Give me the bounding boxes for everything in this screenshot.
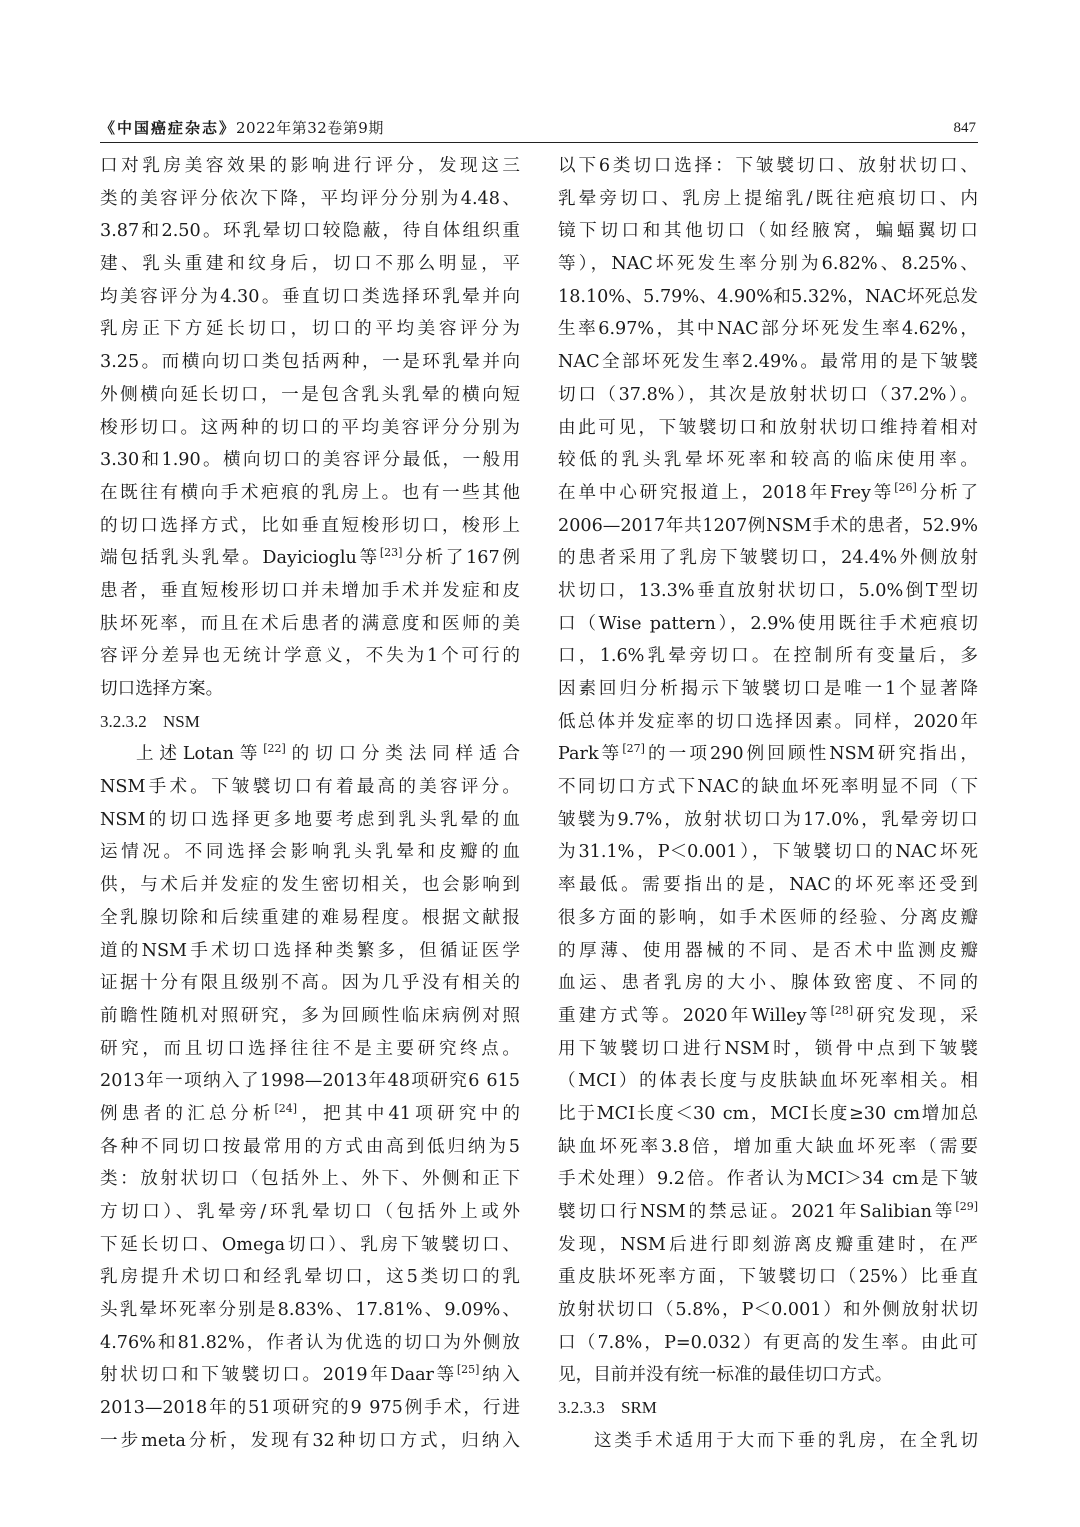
text-line (558, 1000, 978, 1033)
text-line (558, 902, 978, 935)
line-text: 均美容评分为4.30。垂直切口类选择环乳晕并向 (100, 286, 520, 307)
line-text-continued: ，把其中41项研究中的 (297, 1103, 520, 1124)
line-text: 各种不同切口按最常用的方式由高到低归纳为5 (100, 1136, 520, 1157)
section-heading (100, 706, 520, 739)
text-line (100, 1000, 520, 1033)
line-text: 较低的乳头乳晕坏死率和较高的临床使用率。 (558, 450, 978, 471)
citation-ref: [25] (456, 1363, 480, 1377)
line-text: 血运、患者乳房的大小、腺体致密度、不同的 (558, 973, 978, 994)
line-text: 供，与术后并发症的发生密切相关，也会影响到 (100, 875, 520, 896)
line-text: 在既往有横向手术疤痕的乳房上。也有一些其他 (100, 482, 520, 503)
line-text: 前瞻性随机对照研究，多为回顾性临床病例对照 (100, 1005, 520, 1026)
line-text: 患者，垂直短梭形切口并未增加手术并发症和皮 (100, 580, 520, 601)
text-line (100, 1229, 520, 1262)
text-line (558, 804, 978, 837)
line-text: Park等 (558, 744, 623, 765)
text-line (100, 215, 520, 248)
line-text: 上述Lotan等 (136, 744, 264, 765)
text-line (558, 412, 978, 445)
line-text: 方切口）、乳晕旁/环乳晕切口（包括外上或外 (100, 1202, 520, 1222)
text-line (558, 673, 978, 706)
citation-ref: [23] (379, 546, 403, 560)
line-text: 放射状切口（5.8%，P＜0.001）和外侧放射状切 (558, 1300, 978, 1321)
text-line (100, 902, 520, 935)
journal-name: 《中国癌症杂志》 (100, 119, 237, 137)
text-line (558, 935, 978, 968)
line-text: 缺血坏死率3.8倍，增加重大缺血坏死率（需要 (558, 1136, 978, 1157)
text-line (558, 706, 978, 739)
line-text: 等），NAC坏死发生率分别为6.82%、8.25%、 (558, 254, 978, 275)
right-column (558, 150, 978, 1458)
text-line (100, 1065, 520, 1098)
line-text: 全乳腺切除和后续重建的难易程度。根据文献报 (100, 907, 520, 928)
line-text: 4.76%和81.82%，作者认为优选的切口为外侧放 (100, 1332, 520, 1353)
text-line (558, 738, 978, 771)
line-text: 端包括乳头乳晕。Dayicioglu等 (100, 548, 380, 569)
line-text: 梭形切口。这两种的切口的平均美容评分分别为 (100, 417, 520, 438)
text-line (558, 346, 978, 379)
text-line (558, 1229, 978, 1262)
left-column (100, 150, 520, 1458)
line-text: 2013—2018年的51项研究的9 975例手术，行进 (100, 1398, 520, 1419)
citation-ref: [29] (955, 1200, 978, 1214)
line-text-continued: 的一项290例回顾性NSM研究指出， (644, 744, 978, 765)
line-text: 不同切口方式下NAC的缺血坏死率明显不同（下 (558, 777, 978, 798)
text-line (558, 967, 978, 1000)
line-text: 2006—2017年共1207例NSM手术的患者，52.9% (558, 515, 978, 536)
line-text: 口（Wise pattern），2.9%使用既往手术疤痕切 (558, 613, 978, 634)
line-text: 这类手术适用于大而下垂的乳房，在全乳切 (594, 1430, 978, 1451)
running-header (100, 114, 978, 143)
line-text-continued: 分析了 (916, 482, 978, 503)
text-line (100, 935, 520, 968)
line-text: 证据十分有限且级别不高。因为几乎没有相关的 (100, 973, 520, 994)
line-text: 发现，NSM后进行即刻游离皮瓣重建时，在严 (558, 1234, 978, 1255)
text-line (558, 1065, 978, 1098)
text-line (100, 673, 520, 706)
citation-ref: [27] (622, 742, 645, 756)
text-line (558, 869, 978, 902)
line-text: 3.2.3.2 NSM (100, 711, 200, 731)
text-line (558, 150, 978, 183)
page-number: 847 (953, 120, 976, 136)
line-text: 的厚薄、使用器械的不同、是否术中监测皮瓣 (558, 940, 978, 961)
text-line (558, 1131, 978, 1164)
text-line (100, 542, 520, 575)
line-text: 由此可见，下皱襞切口和放射状切口维持着相对 (558, 417, 978, 438)
line-text: 因素回归分析揭示下皱襞切口是唯一1个显著降 (558, 679, 978, 699)
text-line (558, 1294, 978, 1327)
line-text: NAC全部坏死发生率2.49%。最常用的是下皱襞 (558, 352, 978, 373)
line-text-continued: 研究发现，采 (853, 1005, 978, 1026)
line-text: 在单中心研究报道上，2018年Frey等 (558, 482, 895, 503)
line-text: 以下6类切口选择：下皱襞切口、放射状切口、 (558, 156, 978, 176)
line-text: 3.25。而横向切口类包括两种，一是环乳晕并向 (100, 352, 520, 373)
text-line (558, 836, 978, 869)
line-text: 用下皱襞切口进行NSM时，锁骨中点到下皱襞 (558, 1038, 978, 1059)
text-line (558, 215, 978, 248)
line-text: 例患者的汇总分析 (100, 1103, 275, 1124)
line-text: 重建方式等。2020年Willey等 (558, 1005, 831, 1026)
text-line (100, 412, 520, 445)
text-line (558, 183, 978, 216)
text-line (100, 346, 520, 379)
line-text: 状切口，13.3%垂直放射状切口，5.0%倒T型切 (558, 580, 978, 601)
text-line (100, 510, 520, 543)
text-line (100, 1033, 520, 1066)
text-line (558, 1261, 978, 1294)
text-line (100, 1131, 520, 1164)
line-text: 射状切口和下皱襞切口。2019年Daar等 (100, 1365, 457, 1386)
text-line (558, 1327, 978, 1360)
line-text-continued: 纳入 (479, 1365, 520, 1386)
text-line (100, 640, 520, 673)
section-heading (558, 1392, 978, 1425)
line-text: 口，1.6%乳晕旁切口。在控制所有变量后，多 (558, 646, 978, 667)
issue-info: 2022年第32卷第9期 (236, 119, 384, 137)
line-text: 生率6.97%，其中NAC部分坏死发生率4.62%， (558, 319, 978, 340)
text-line (558, 640, 978, 673)
text-line (100, 836, 520, 869)
text-line (558, 1033, 978, 1066)
text-line (100, 1294, 520, 1327)
line-text: 2013年一项纳入了1998—2013年48项研究6 615 (100, 1071, 520, 1092)
text-line (100, 313, 520, 346)
journal-citation (100, 116, 384, 140)
text-line (100, 575, 520, 608)
line-text: 类的美容评分依次下降，平均评分分别为4.48、 (100, 188, 520, 209)
line-text: 的切口选择方式，比如垂直短梭形切口，梭形上 (100, 515, 520, 536)
text-line (558, 1425, 978, 1458)
text-line (558, 379, 978, 412)
text-line (100, 771, 520, 804)
line-text-continued: 的切口分类法同样适合 (285, 744, 520, 765)
text-line (558, 1163, 978, 1196)
text-line (558, 542, 978, 575)
line-text: 头乳晕坏死率分别是8.83%、17.81%、9.09%、 (100, 1300, 520, 1321)
line-text: 的患者采用了乳房下皱襞切口，24.4%外侧放射 (558, 548, 978, 569)
text-line (558, 510, 978, 543)
text-line (100, 1163, 520, 1196)
line-text: NSM的切口选择更多地要考虑到乳头乳晕的血 (100, 809, 520, 830)
line-text: 18.10%、5.79%、4.90%和5.32%，NAC坏死总发 (558, 286, 978, 307)
text-line (558, 1196, 978, 1229)
text-line (558, 444, 978, 477)
text-line (558, 281, 978, 314)
line-text: （MCI）的体表长度与皮肤缺血坏死率相关。相 (558, 1071, 978, 1092)
text-line (100, 248, 520, 281)
line-text: 襞切口行NSM的禁忌证。2021年Salibian等 (558, 1202, 956, 1222)
line-text: 皱襞为9.7%，放射状切口为17.0%，乳晕旁切口 (558, 809, 978, 830)
line-text: 肤坏死率，而且在术后患者的满意度和医师的美 (100, 613, 520, 634)
text-line (100, 1392, 520, 1425)
text-line (100, 1098, 520, 1131)
line-text: 下延长切口、Omega切口）、乳房下皱襞切口、 (100, 1234, 520, 1255)
line-text: 研究，而且切口选择往往不是主要研究终点。 (100, 1038, 520, 1059)
line-text: 率最低。需要指出的是，NAC的坏死率还受到 (558, 875, 978, 896)
line-text: 3.87和2.50。环乳晕切口较隐蔽，待自体组织重 (100, 221, 520, 242)
line-text: 一步meta分析，发现有32种切口方式，归纳入 (100, 1430, 520, 1451)
line-text: 容评分差异也无统计学意义，不失为1个可行的 (100, 646, 520, 667)
line-text: 口（7.8%，P=0.032）有更高的发生率。由此可 (558, 1332, 978, 1353)
line-text: 类：放射状切口（包括外上、外下、外侧和正下 (100, 1169, 520, 1190)
citation-ref: [24] (274, 1102, 298, 1116)
line-text: 3.30和1.90。横向切口的美容评分最低，一般用 (100, 450, 520, 471)
line-text: 乳晕旁切口、乳房上提缩乳/既往疤痕切口、内 (558, 188, 978, 209)
text-line (100, 967, 520, 1000)
text-line (100, 477, 520, 510)
line-text: 口对乳房美容效果的影响进行评分，发现这三 (100, 156, 520, 176)
line-text: 比于MCI长度＜30 cm，MCI长度≥30 cm增加总 (558, 1103, 978, 1124)
line-text: 运情况。不同选择会影响乳头乳晕和皮瓣的血 (100, 842, 520, 863)
line-text: 见，目前并没有统一标准的最佳切口方式。 (558, 1365, 893, 1386)
text-line (100, 804, 520, 837)
line-text: 乳房正下方延长切口，切口的平均美容评分为 (100, 319, 520, 340)
text-line (100, 1196, 520, 1229)
text-line (558, 771, 978, 804)
text-line (558, 248, 978, 281)
line-text: NSM手术。下皱襞切口有着最高的美容评分。 (100, 777, 520, 798)
text-line (100, 150, 520, 183)
citation-ref: [22] (263, 742, 286, 756)
citation-ref: [26] (894, 481, 917, 495)
line-text: 切口选择方案。 (100, 679, 224, 699)
line-text: 低总体并发症率的切口选择因素。同样，2020年 (558, 711, 978, 732)
text-line (100, 281, 520, 314)
text-line (558, 608, 978, 641)
text-line (100, 608, 520, 641)
text-line (558, 1359, 978, 1392)
text-line (558, 1098, 978, 1131)
line-text: 镜下切口和其他切口（如经腋窝，蝙蝠翼切口 (558, 221, 978, 242)
text-line (558, 575, 978, 608)
line-text: 为31.1%，P＜0.001），下皱襞切口的NAC坏死 (558, 842, 978, 863)
text-line (100, 444, 520, 477)
text-line (100, 183, 520, 216)
line-text: 乳房提升术切口和经乳晕切口，这5类切口的乳 (100, 1267, 520, 1288)
text-line (100, 1327, 520, 1360)
line-text: 道的NSM手术切口选择种类繁多，但循证医学 (100, 940, 520, 961)
line-text: 很多方面的影响，如手术医师的经验、分离皮瓣 (558, 907, 978, 928)
text-line (100, 1261, 520, 1294)
text-line (100, 1425, 520, 1458)
text-line (100, 738, 520, 771)
text-line (100, 379, 520, 412)
citation-ref: [28] (830, 1004, 854, 1018)
line-text-continued: 分析了167例 (402, 548, 520, 569)
text-line (558, 313, 978, 346)
line-text: 3.2.3.3 SRM (558, 1398, 657, 1418)
line-text: 外侧横向延长切口，一是包含乳头乳晕的横向短 (100, 384, 520, 405)
text-line (100, 1359, 520, 1392)
line-text: 重皮肤坏死率方面，下皱襞切口（25%）比垂直 (558, 1267, 978, 1288)
text-line (100, 869, 520, 902)
line-text: 手术处理）9.2倍。作者认为MCI＞34 cm是下皱 (558, 1169, 978, 1190)
line-text: 建、乳头重建和纹身后，切口不那么明显，平 (100, 254, 520, 275)
line-text: 切口（37.8%），其次是放射状切口（37.2%）。 (558, 384, 978, 405)
text-line (558, 477, 978, 510)
